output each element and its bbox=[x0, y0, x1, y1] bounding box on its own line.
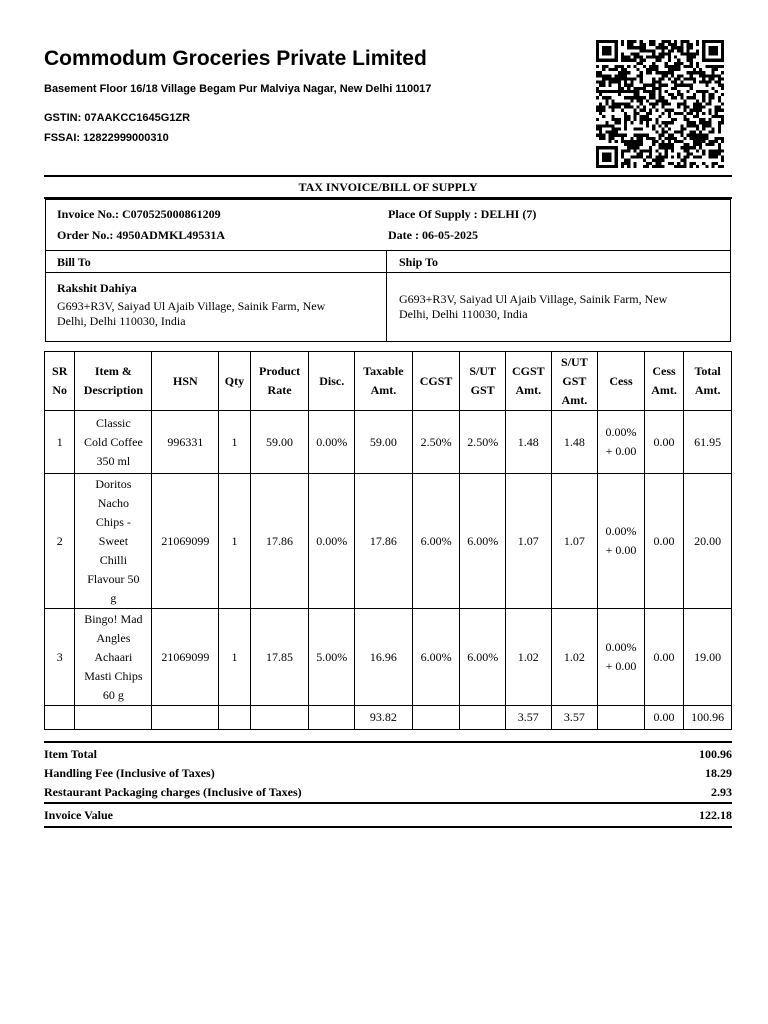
header-hsn: HSN bbox=[152, 352, 219, 411]
header-cgst-amt: CGST Amt. bbox=[505, 352, 551, 411]
cell-rate: 17.85 bbox=[250, 609, 309, 706]
cell-sgst: 2.50% bbox=[460, 411, 506, 474]
cell-qty: 1 bbox=[219, 411, 250, 474]
cell-sr: 2 bbox=[45, 474, 75, 609]
cell-taxable: 16.96 bbox=[355, 609, 413, 706]
cell-qty: 1 bbox=[219, 474, 250, 609]
header-cess: Cess bbox=[598, 352, 645, 411]
cell-cgst: 6.00% bbox=[412, 609, 460, 706]
cell-sgst-amt: 1.02 bbox=[551, 609, 598, 706]
cell-item: Doritos Nacho Chips - Sweet Chilli Flavour 50 g bbox=[75, 474, 152, 609]
handling-fee-value: 18.29 bbox=[705, 766, 732, 780]
ship-to-address-line1: G693+R3V, Saiyad Ul Ajaib Village, Sainik Farm, New bbox=[399, 292, 668, 306]
header-sgst-amt: S/UT GST Amt. bbox=[551, 352, 598, 411]
title-rule-top bbox=[44, 175, 732, 177]
table-header-row bbox=[45, 352, 732, 411]
header-sgst: S/UT GST bbox=[460, 352, 506, 411]
cell-cess: 0.00% + 0.00 bbox=[598, 609, 645, 706]
order-number: Order No.: 4950ADMKL49531A bbox=[57, 228, 226, 242]
total-cgst-amt: 3.57 bbox=[505, 706, 551, 730]
header-rate: Product Rate bbox=[250, 352, 309, 411]
cell-disc: 0.00% bbox=[309, 474, 355, 609]
bill-to-heading: Bill To bbox=[57, 255, 91, 269]
cell-hsn: 21069099 bbox=[152, 474, 219, 609]
item-total-value: 100.96 bbox=[699, 747, 732, 761]
summary-rule-bottom bbox=[44, 826, 732, 828]
address-divider bbox=[386, 250, 387, 342]
total-taxable: 93.82 bbox=[355, 706, 413, 730]
cell-cgst-amt: 1.07 bbox=[505, 474, 551, 609]
cell-total: 19.00 bbox=[684, 609, 732, 706]
summary-rule-middle bbox=[44, 802, 732, 804]
items-table bbox=[44, 351, 732, 730]
header-taxable: Taxable Amt. bbox=[355, 352, 413, 411]
invoice-number: Invoice No.: C070525000861209 bbox=[57, 207, 221, 221]
gstin: GSTIN: 07AAKCC1645G1ZR bbox=[44, 112, 191, 124]
summary-rule-top bbox=[44, 741, 732, 743]
cell-rate: 59.00 bbox=[250, 411, 309, 474]
header-item: Item & Description bbox=[75, 352, 152, 411]
cell-sr: 3 bbox=[45, 609, 75, 706]
cell-hsn: 21069099 bbox=[152, 609, 219, 706]
cell-item: Classic Cold Coffee 350 ml bbox=[75, 411, 152, 474]
table-totals-row bbox=[45, 706, 732, 730]
cell-cgst-amt: 1.48 bbox=[505, 411, 551, 474]
ship-to-heading: Ship To bbox=[399, 255, 439, 269]
header-sr: SR No bbox=[45, 352, 75, 411]
cell-cgst: 2.50% bbox=[412, 411, 460, 474]
qr-code-icon bbox=[591, 40, 729, 168]
cell-sgst-amt: 1.48 bbox=[551, 411, 598, 474]
header-total: Total Amt. bbox=[684, 352, 732, 411]
bill-to-name: Rakshit Dahiya bbox=[57, 281, 137, 295]
cell-item: Bingo! Mad Angles Achaari Masti Chips 60 g bbox=[75, 609, 152, 706]
invoice-value-label: Invoice Value bbox=[44, 808, 114, 822]
table-row bbox=[45, 411, 732, 474]
bill-to-address-line1: G693+R3V, Saiyad Ul Ajaib Village, Sainik Farm, New bbox=[57, 299, 326, 313]
cell-sgst: 6.00% bbox=[460, 474, 506, 609]
fssai: FSSAI: 12822999000310 bbox=[44, 132, 169, 144]
packaging-charges-value: 2.93 bbox=[711, 785, 732, 799]
header-qty: Qty bbox=[219, 352, 250, 411]
cell-cess-amt: 0.00 bbox=[644, 411, 684, 474]
cell-cess: 0.00% + 0.00 bbox=[598, 411, 645, 474]
company-name: Commodum Groceries Private Limited bbox=[44, 47, 427, 70]
cell-hsn: 996331 bbox=[152, 411, 219, 474]
invoice-date: Date : 06-05-2025 bbox=[388, 228, 478, 242]
cell-cgst: 6.00% bbox=[412, 474, 460, 609]
cell-cess-amt: 0.00 bbox=[644, 474, 684, 609]
cell-sgst: 6.00% bbox=[460, 609, 506, 706]
cell-cgst-amt: 1.02 bbox=[505, 609, 551, 706]
header-cess-amt: Cess Amt. bbox=[644, 352, 684, 411]
total-sgst-amt: 3.57 bbox=[551, 706, 598, 730]
cell-taxable: 17.86 bbox=[355, 474, 413, 609]
company-address: Basement Floor 16/18 Village Begam Pur Malviya Nagar, New Delhi 110017 bbox=[44, 83, 432, 95]
handling-fee-label: Handling Fee (Inclusive of Taxes) bbox=[44, 766, 215, 780]
table-row bbox=[45, 609, 732, 706]
table-row bbox=[45, 474, 732, 609]
total-amount: 100.96 bbox=[684, 706, 732, 730]
place-of-supply: Place Of Supply : DELHI (7) bbox=[388, 207, 537, 221]
header-disc: Disc. bbox=[309, 352, 355, 411]
cell-total: 20.00 bbox=[684, 474, 732, 609]
cell-sr: 1 bbox=[45, 411, 75, 474]
address-header-row bbox=[45, 250, 731, 273]
item-total-label: Item Total bbox=[44, 747, 98, 761]
cell-disc: 0.00% bbox=[309, 411, 355, 474]
cell-disc: 5.00% bbox=[309, 609, 355, 706]
cell-cess: 0.00% + 0.00 bbox=[598, 474, 645, 609]
packaging-charges-label: Restaurant Packaging charges (Inclusive of Taxes) bbox=[44, 785, 302, 799]
cell-rate: 17.86 bbox=[250, 474, 309, 609]
cell-taxable: 59.00 bbox=[355, 411, 413, 474]
header-cgst: CGST bbox=[412, 352, 460, 411]
cell-total: 61.95 bbox=[684, 411, 732, 474]
bill-to-address-line2: Delhi, Delhi 110030, India bbox=[57, 314, 186, 328]
cell-qty: 1 bbox=[219, 609, 250, 706]
total-cess-amt: 0.00 bbox=[644, 706, 684, 730]
cell-sgst-amt: 1.07 bbox=[551, 474, 598, 609]
ship-to-address-line2: Delhi, Delhi 110030, India bbox=[399, 307, 528, 321]
document-title: TAX INVOICE/BILL OF SUPPLY bbox=[298, 180, 478, 194]
cell-cess-amt: 0.00 bbox=[644, 609, 684, 706]
invoice-value-amount: 122.18 bbox=[699, 808, 732, 822]
